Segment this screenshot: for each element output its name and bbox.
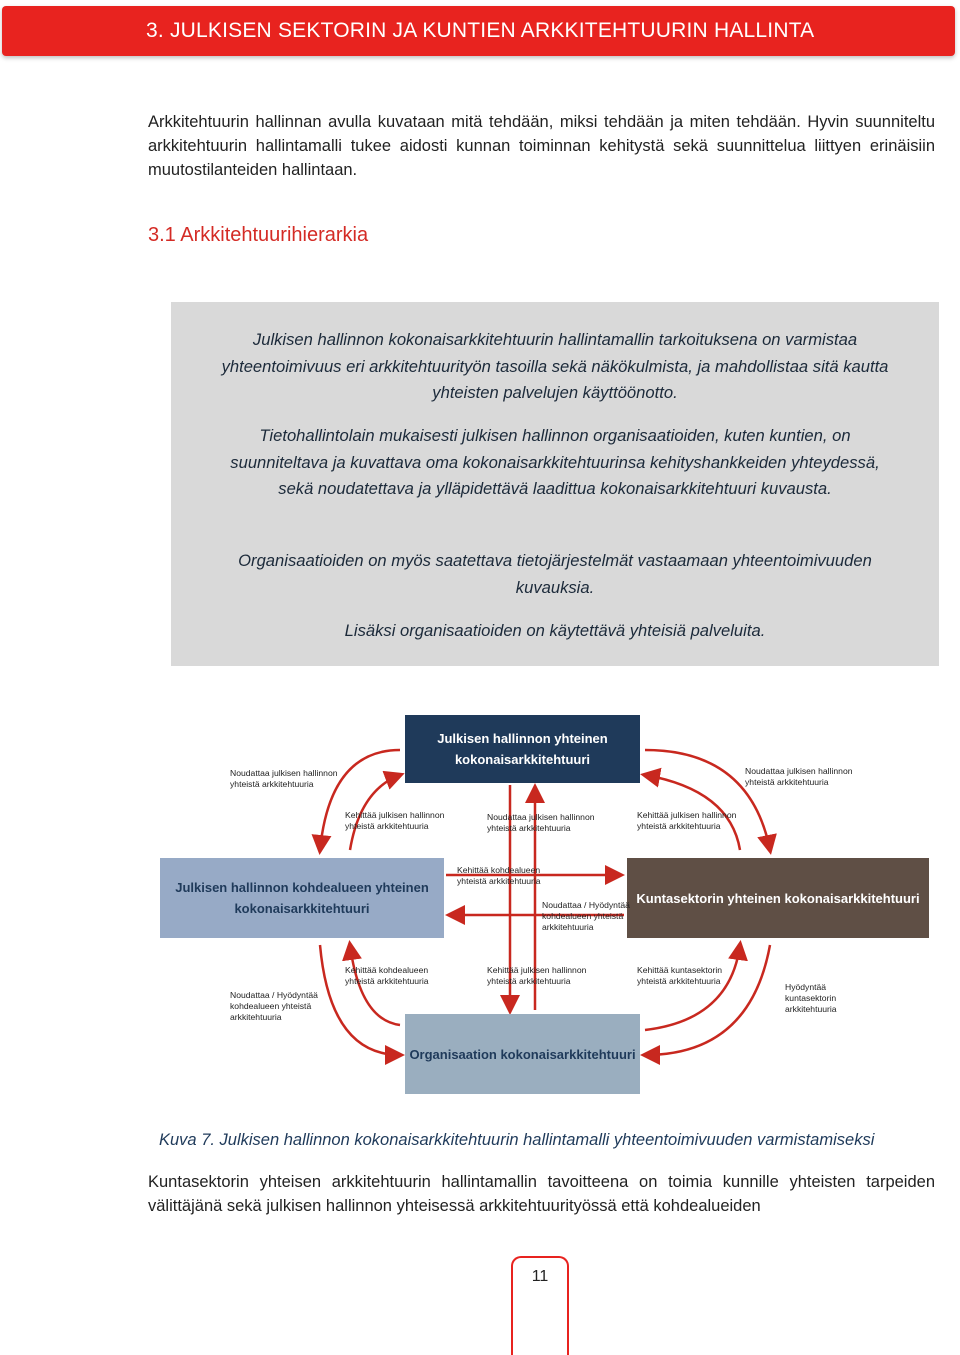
label-tr-inner: Kehittää julkisen hallinnon yhteistä arkkitehtuuria bbox=[637, 810, 737, 831]
info-paragraph-3: Organisaatioiden on myös saatettava tietojärjestelmät vastaamaan yhteentoimivuuden kuvauksia. bbox=[238, 551, 872, 597]
label-center-left: Kehittää kohdealueen yhteistä arkkitehtuuria bbox=[457, 865, 541, 886]
info-box bbox=[171, 302, 939, 666]
architecture-diagram bbox=[150, 700, 950, 1130]
label-br-inner: Kehittää kuntasektorin yhteistä arkkitehtuuria bbox=[637, 965, 723, 986]
info-paragraph-2: Tietohallintolain mukaisesti julkisen hallinnon organisaatioiden, kuten kuntien, on suunniteltava ja kuvattava oma kokonaisarkkitehtuurinsa kehityshankkeiden yhteydessä, sekä noudatettava ja ylläpidettävä laadittua kokonaisarkkitehtuuri kuvausta. bbox=[230, 426, 880, 498]
info-paragraph-4: Lisäksi organisaatioiden on käytettävä yhteisiä palveluita. bbox=[344, 621, 766, 640]
label-center-bottom: Kehittää julkisen hallinnon yhteistä arkkitehtuuria bbox=[487, 965, 587, 986]
chapter-title: 3. JULKISEN SEKTORIN JA KUNTIEN ARKKITEHTUURIN HALLINTA bbox=[146, 19, 815, 42]
label-bl-inner: Kehittää kohdealueen yhteistä arkkitehtuuria bbox=[345, 965, 429, 986]
label-center-top: Noudattaa julkisen hallinnon yhteistä arkkitehtuuria bbox=[487, 812, 595, 833]
body-paragraph: Kuntasektorin yhteisen arkkitehtuurin hallintamallin tavoitteena on toimia kunnille yhteisten tarpeiden välittäjänä sekä julkisen hallinnon yhteisessä arkkitehtuurityössä että kohdealueiden bbox=[148, 1173, 935, 1215]
page-number: 11 bbox=[531, 1268, 549, 1285]
figure-caption: Kuva 7. Julkisen hallinnon kokonaisarkkitehtuurin hallintamalli yhteentoimivuuden varmistamiseksi bbox=[159, 1131, 875, 1149]
label-center-mid: Noudattaa / Hyödyntää kohdealueen yhteistä arkkitehtuuria bbox=[542, 900, 630, 932]
arrow-outer-top-right bbox=[645, 750, 770, 850]
box-public-admin-shared-architecture: Julkisen hallinnon yhteinen kokonaisarkkitehtuuri bbox=[405, 715, 640, 783]
section-heading: 3.1 Arkkitehtuurihierarkia bbox=[148, 224, 369, 246]
arrow-outer-bottom-left bbox=[320, 945, 400, 1055]
info-paragraph-1: Julkisen hallinnon kokonaisarkkitehtuurin hallintamallin tarkoituksena on varmistaa yhteentoimivuus eri arkkitehtuurityön tasoilla sekä näkökulmista, ja mahdollistaa sitä kautta yhteisten palvelujen käyttöönotto. bbox=[221, 330, 889, 402]
box-domain-shared-architecture: Julkisen hallinnon kohdealueen yhteinen kokonaisarkkitehtuuri bbox=[160, 858, 444, 938]
intro-paragraph: Arkkitehtuurin hallinnan avulla kuvataan mitä tehdään, miksi tehdään ja miten tehdään. Hyvin suunniteltu arkkitehtuurin hallintamalli tukee aidosti kunnan toiminnan kehitystä sekä suunnittelua liittyen erinäisiin muutostilanteiden hallintaan. bbox=[148, 113, 935, 179]
label-tl-outer: Noudattaa julkisen hallinnon yhteistä arkkitehtuuria bbox=[230, 768, 338, 789]
arrow-outer-top-left bbox=[320, 750, 400, 850]
box-organisation-architecture: Organisaation kokonaisarkkitehtuuri bbox=[405, 1014, 640, 1094]
label-bl-outer: Noudattaa / Hyödyntää kohdealueen yhteistä arkkitehtuuria bbox=[230, 990, 318, 1022]
label-tl-inner: Kehittää julkisen hallinnon yhteistä arkkitehtuuria bbox=[345, 810, 445, 831]
arrow-outer-bottom-right bbox=[645, 945, 770, 1055]
box-municipal-shared-architecture: Kuntasektorin yhteinen kokonaisarkkitehtuuri bbox=[627, 858, 929, 938]
label-br-outer: Hyödyntää kuntasektorin arkkitehtuuria bbox=[785, 982, 837, 1014]
label-tr-outer: Noudattaa julkisen hallinnon yhteistä arkkitehtuuria bbox=[745, 766, 853, 787]
arrow-inner-bottom-right bbox=[645, 945, 740, 1030]
page-number-tab bbox=[511, 1256, 569, 1355]
